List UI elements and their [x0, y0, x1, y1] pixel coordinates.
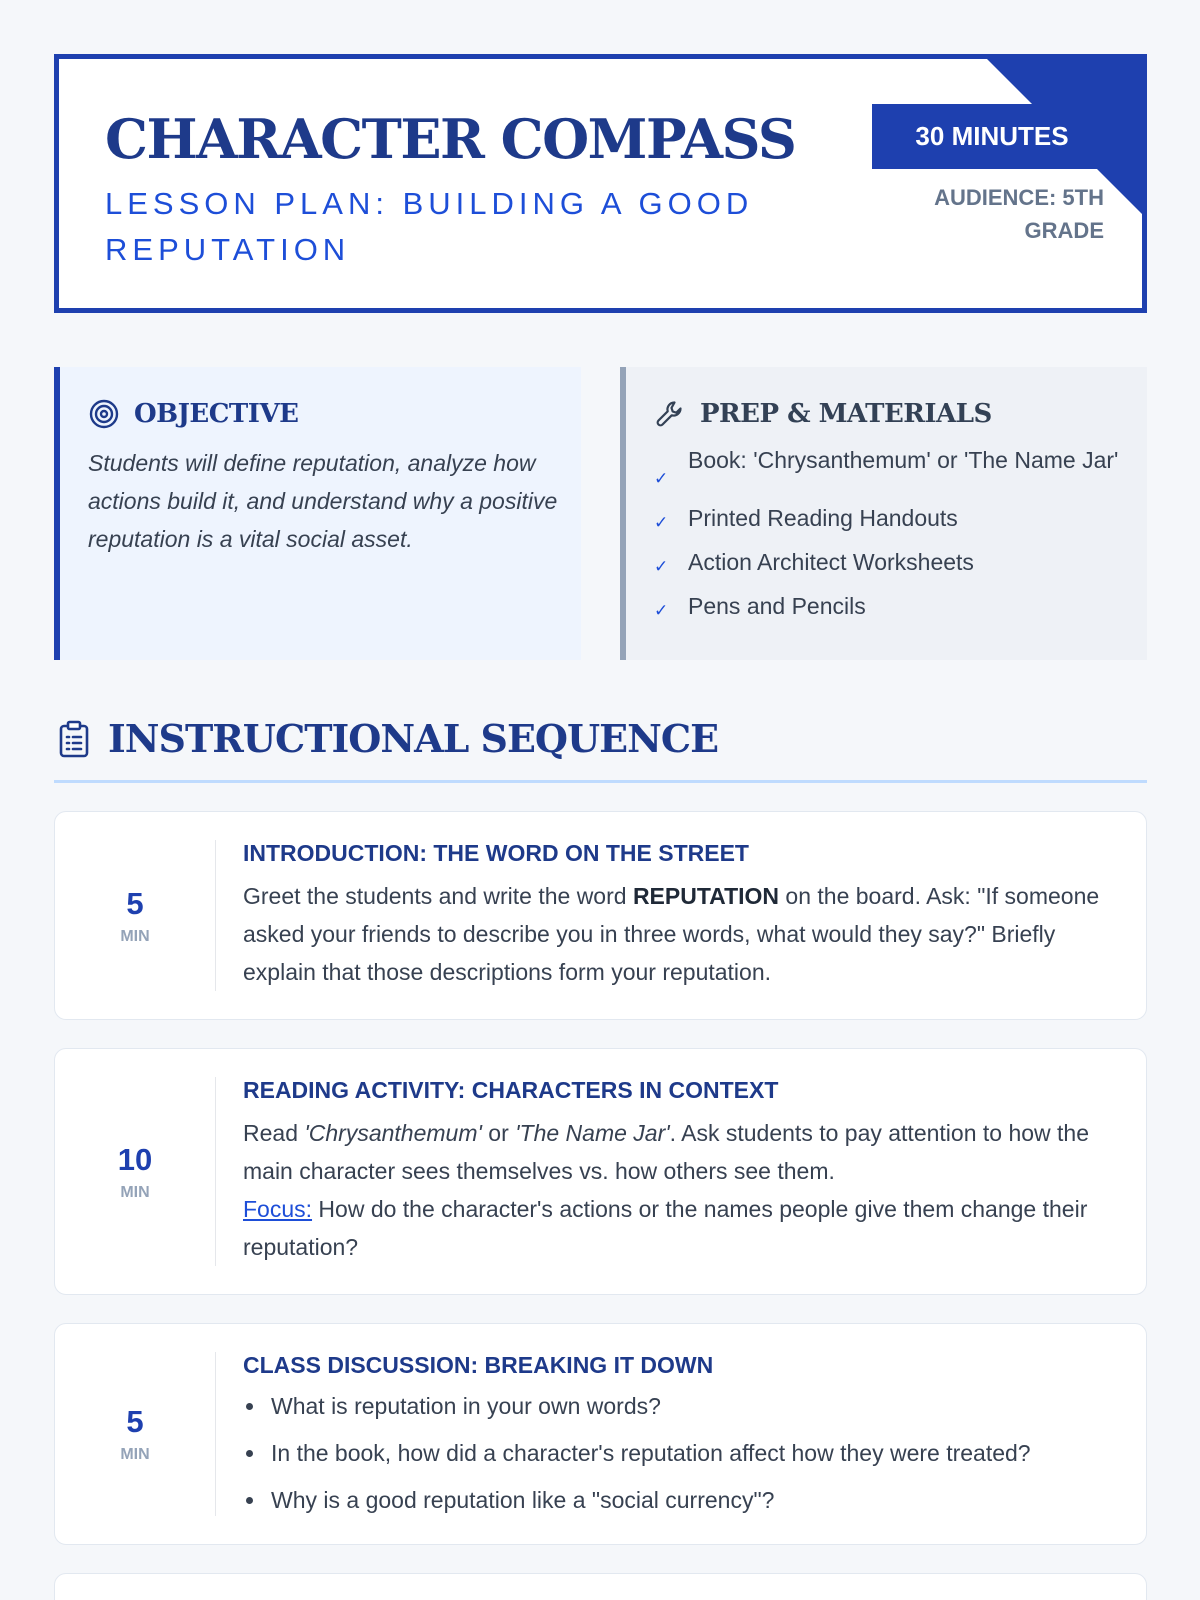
check-icon: ✓ — [654, 513, 669, 532]
step-title: READING ACTIVITY: CHARACTERS IN CONTEXT — [243, 1077, 779, 1103]
focus-link[interactable]: Focus: — [243, 1196, 313, 1222]
book-title: 'Chrysanthemum' — [304, 1120, 482, 1146]
step-description — [243, 1114, 1110, 1190]
step-title: CLASS DISCUSSION: BREAKING IT DOWN — [243, 1352, 714, 1378]
audience-label: AUDIENCE: 5TH GRADE — [934, 185, 1104, 243]
objective-card — [54, 367, 581, 660]
material-label: Pens and Pencils — [688, 593, 866, 619]
list-item: What is reputation in your own words? — [243, 1383, 1110, 1430]
discussion-list — [243, 1383, 1110, 1524]
keyword: REPUTATION — [632, 883, 780, 909]
wrench-icon — [654, 398, 686, 430]
focus-text: How do the character's actions or the names people give them change their reputation? — [243, 1196, 1088, 1260]
step-text: or — [481, 1120, 516, 1146]
step-unit: MIN — [120, 1446, 150, 1463]
material-label: Book: 'Chrysanthemum' or 'The Name Jar' — [688, 447, 1119, 473]
step-separator — [215, 1352, 216, 1516]
step-title: INTRODUCTION: THE WORD ON THE STREET — [243, 840, 749, 866]
check-icon: ✓ — [654, 469, 669, 488]
book-title: 'The Name Jar' — [515, 1120, 670, 1146]
step-card-reading — [54, 1048, 1147, 1295]
step-text: on the board. Ask: "If someone asked your friends to describe you in three words, what would they say?" Briefly explain that those descriptions form your reputation. — [243, 883, 1100, 985]
focus-line — [243, 1190, 1110, 1266]
step-duration — [55, 1049, 215, 1294]
step-text: Read — [243, 1120, 305, 1146]
objective-title: OBJECTIVE — [134, 399, 299, 429]
step-separator — [215, 840, 216, 991]
step-minutes: 5 — [126, 885, 144, 921]
step-separator — [215, 1077, 216, 1266]
check-icon: ✓ — [654, 601, 669, 620]
objective-text: Students will define reputation, analyze how actions build it, and understand why a positive reputation is a vital social asset. — [88, 450, 558, 552]
sequence-header — [54, 716, 718, 761]
section-title: INSTRUCTIONAL SEQUENCE — [108, 716, 719, 761]
material-label: Printed Reading Handouts — [688, 505, 958, 531]
check-icon: ✓ — [654, 557, 669, 576]
step-unit: MIN — [120, 927, 150, 945]
step-content — [243, 1077, 1110, 1266]
step-description — [243, 877, 1110, 991]
step-duration — [55, 1324, 215, 1544]
step-content — [243, 1352, 1110, 1524]
prep-materials-card — [620, 367, 1147, 660]
step-minutes: 10 — [117, 1141, 153, 1177]
target-icon — [88, 398, 120, 430]
clipboard-icon — [54, 719, 94, 759]
step-text: Greet the students and write the word — [243, 883, 633, 909]
page-title: CHARACTER COMPASS — [105, 107, 796, 171]
step-card-next — [54, 1573, 1147, 1600]
step-card-discussion — [54, 1323, 1147, 1545]
step-unit: MIN — [120, 1183, 150, 1201]
prep-header — [654, 396, 1119, 432]
duration-badge: 30 MINUTES — [872, 104, 1112, 169]
objective-header — [88, 396, 553, 432]
step-card-introduction — [54, 811, 1147, 1020]
page-subtitle: LESSON PLAN: BUILDING A GOOD REPUTATION — [105, 186, 754, 267]
materials-list — [654, 444, 1119, 627]
list-item — [654, 502, 1119, 539]
lesson-header — [54, 54, 1147, 313]
material-label: Action Architect Worksheets — [688, 549, 974, 575]
step-minutes: 5 — [126, 1404, 144, 1439]
step-duration — [55, 812, 215, 1019]
step-content — [243, 840, 1110, 991]
section-divider — [54, 780, 1147, 783]
list-item — [654, 444, 1119, 495]
prep-title: PREP & MATERIALS — [700, 399, 992, 429]
list-item — [654, 546, 1119, 583]
list-item: In the book, how did a character's reputation affect how they were treated? — [243, 1430, 1110, 1477]
list-item: Why is a good reputation like a "social currency"? — [243, 1477, 1110, 1524]
list-item — [654, 590, 1119, 627]
step-text: . Ask students to pay attention to how the main character sees themselves vs. how others see them. — [243, 1120, 1090, 1184]
